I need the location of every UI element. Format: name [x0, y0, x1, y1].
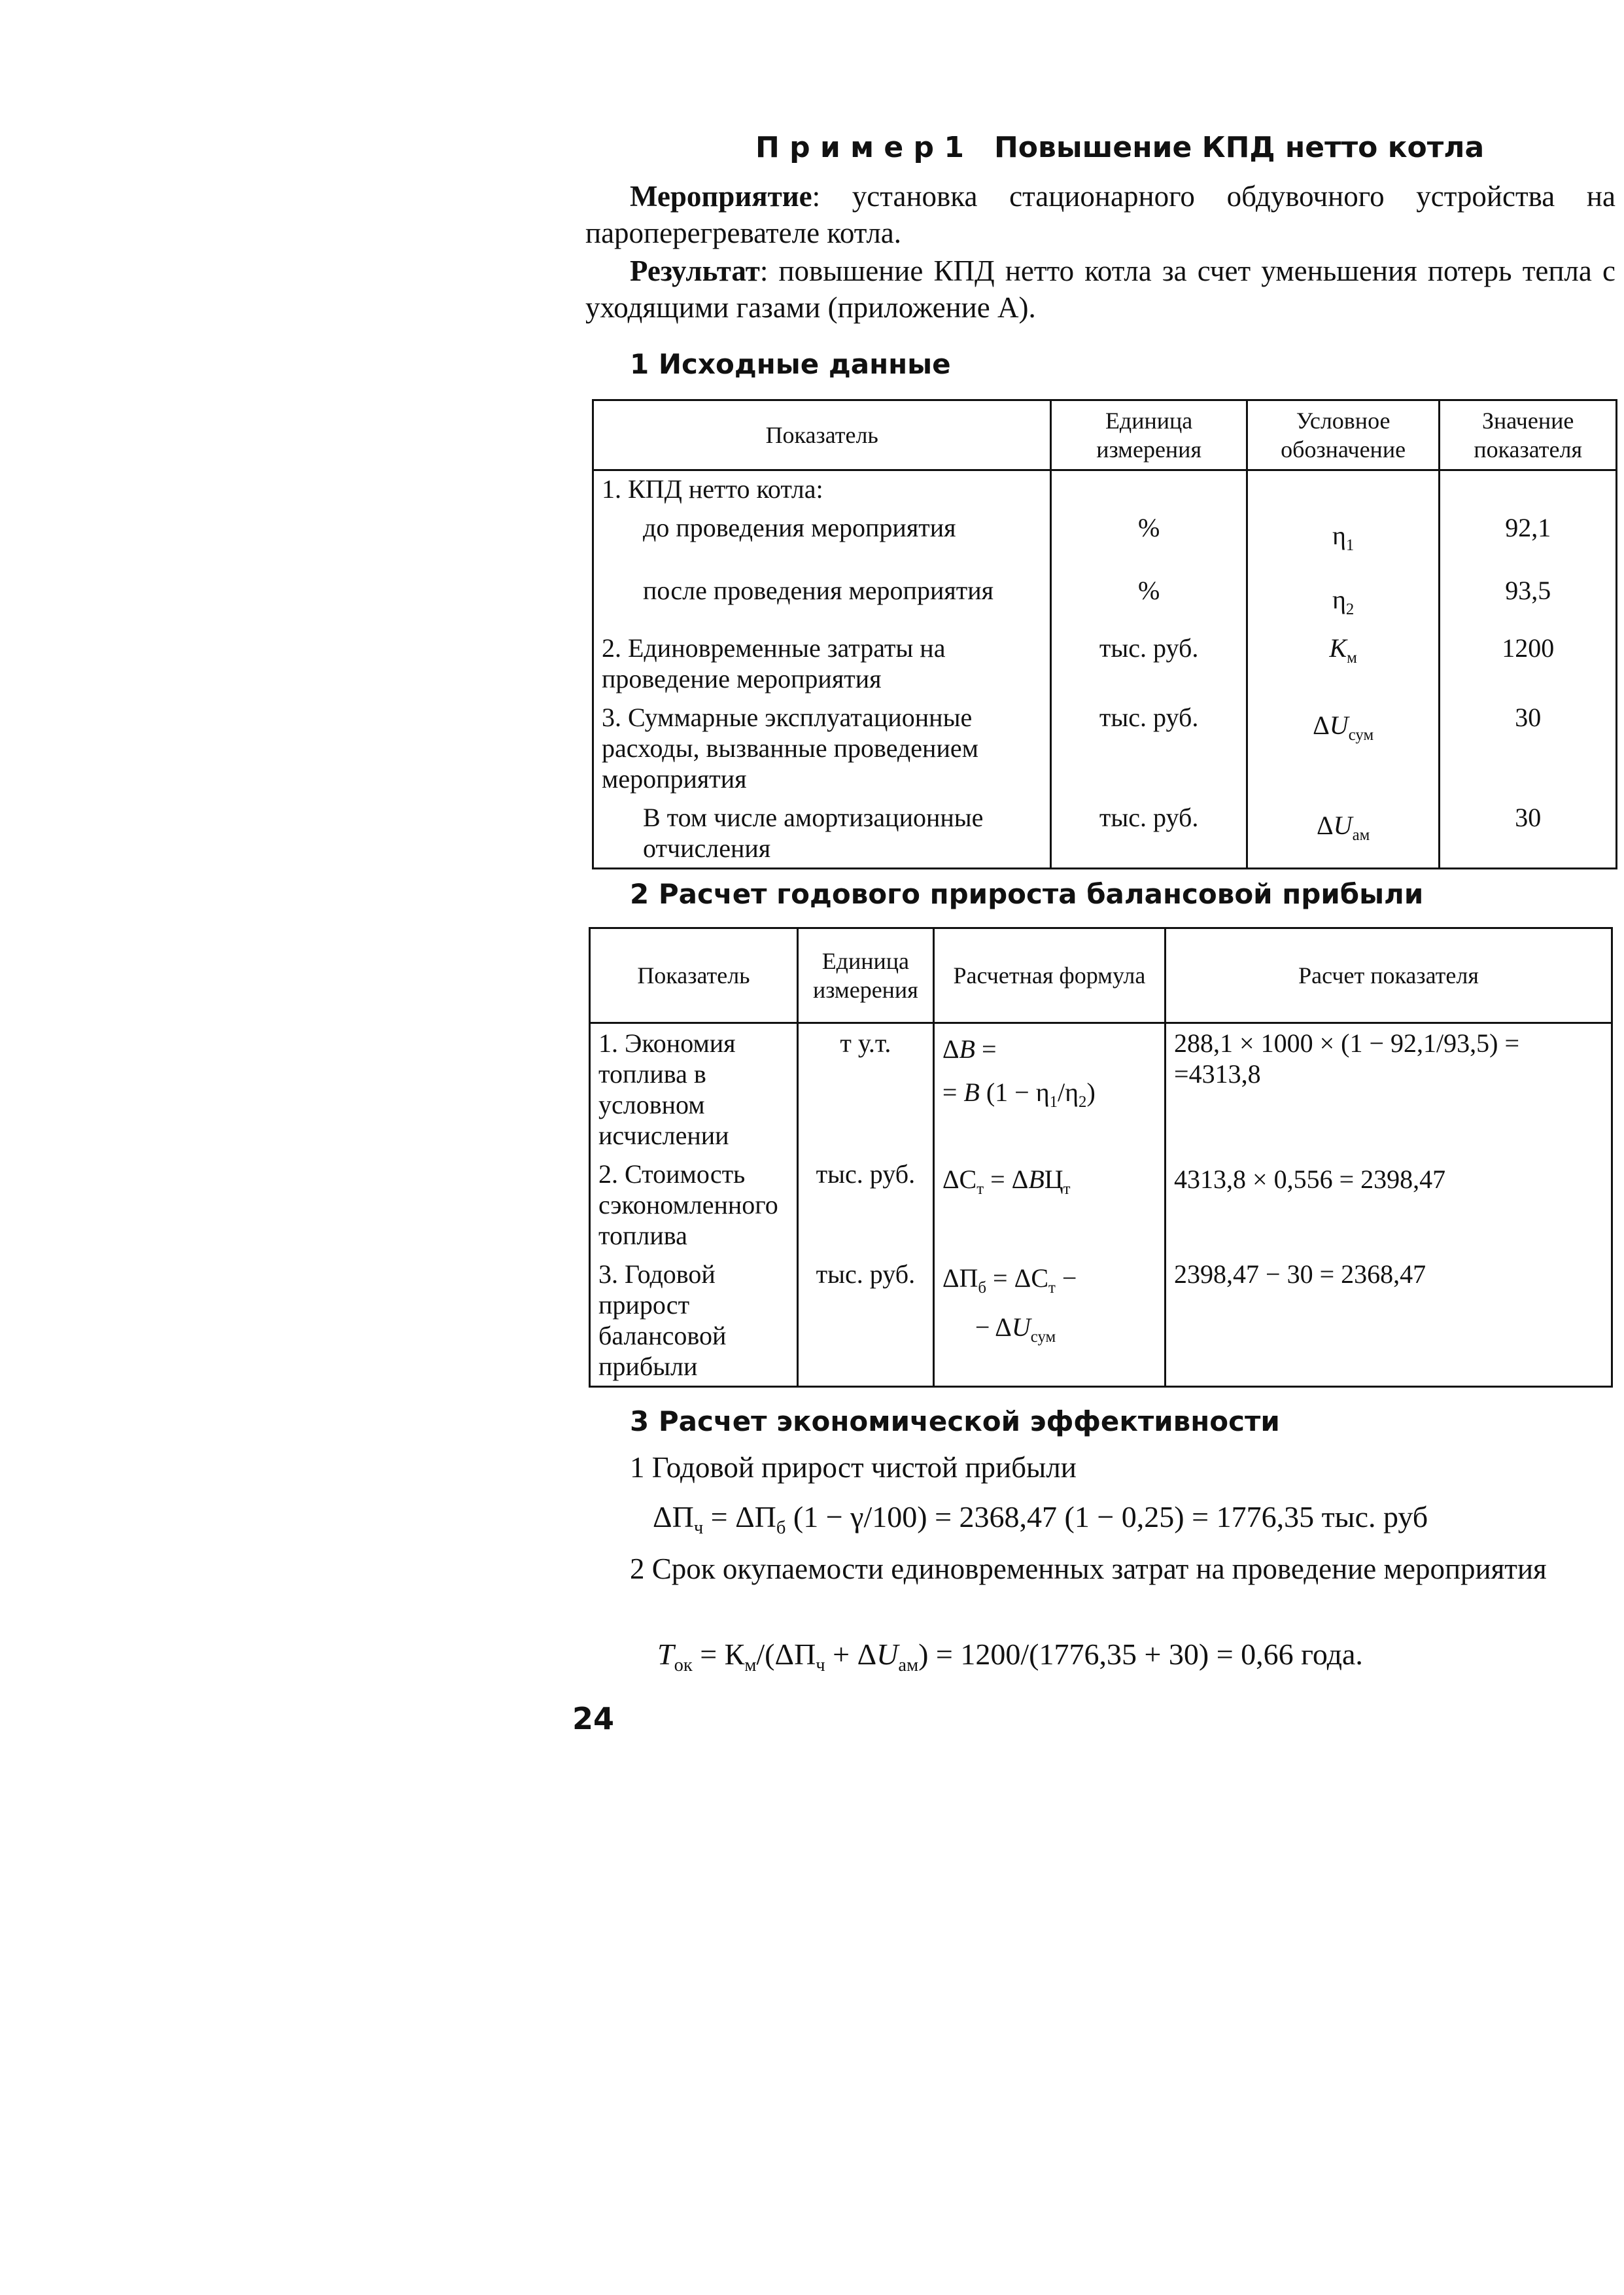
header-calc: Расчет показателя	[1166, 928, 1612, 1023]
row-value: 30	[1440, 698, 1617, 798]
row-unit: тыс. руб.	[1051, 698, 1247, 798]
row-formula	[933, 1255, 1165, 1387]
header-indicator: Показатель	[593, 400, 1051, 470]
row-name: 2. Единовременные затраты на проведение мероприятия	[593, 629, 1051, 698]
row-unit: тыс. руб.	[1051, 629, 1247, 698]
result-label: Результат	[630, 254, 760, 287]
measure-paragraph	[585, 178, 1615, 251]
row-unit: %	[1051, 565, 1247, 629]
profit-table	[589, 927, 1613, 1388]
header-indicator: Показатель	[590, 928, 798, 1023]
formula-payback: $T_{ок} = К_м/(\Delta П_ч + \Delta U_{ам}) = 1200/(1776,35 + 30) = 0,66$ года.	[657, 1638, 1363, 1676]
row-symbol: $\eta_1$	[1247, 508, 1440, 565]
formula-line-2: − $\Delta U_{сум}$	[975, 1312, 1056, 1346]
row-formula	[933, 1023, 1165, 1155]
row-name: 2. Стоимость сэкономленного топлива	[590, 1155, 798, 1255]
row-formula: $\Delta C_т = \Delta BЦ_т$	[933, 1155, 1165, 1255]
result-text: : повышение КПД нетто котла за счет уменьшения потерь тепла с уходящими газами (приложение А).	[585, 254, 1615, 324]
row-name: 3. Годовой прирост балансовой прибыли	[590, 1255, 798, 1387]
section3-heading: 3 Расчет экономической эффективности	[630, 1405, 1280, 1437]
table-row	[593, 565, 1617, 629]
example-title-text: Повышение КПД нетто котла	[993, 131, 1485, 164]
measure-label: Мероприятие	[630, 180, 812, 213]
row-value: 30	[1440, 798, 1617, 869]
result-paragraph	[585, 253, 1615, 326]
row-calc: 2398,47 − 30 = 2368,47	[1166, 1255, 1612, 1387]
row-name: 1. Экономия топлива в условном исчислении	[590, 1023, 798, 1155]
row-symbol: $\Delta U_{ам}$	[1247, 798, 1440, 869]
row-name: до проведения мероприятия	[593, 508, 1051, 565]
row-symbol: $\eta_2$	[1247, 565, 1440, 629]
item2-text: 2 Срок окупаемости единовременных затрат на проведение мероприятия	[630, 1552, 1547, 1585]
table-row	[590, 1023, 1612, 1155]
formula-net-profit: $\Delta П_ч = \Delta П_б$ (1 − γ/100) = 2368,47 (1 − 0,25) = 1776,35 тыс. руб	[653, 1500, 1428, 1539]
header-unit: Единица измерения	[797, 928, 933, 1023]
row-unit: тыс. руб.	[797, 1155, 933, 1255]
example-title	[755, 131, 1484, 164]
formula-line-2: = B $(1 - \eta_1/\eta_2)$	[942, 1077, 1096, 1111]
row-unit: тыс. руб.	[797, 1255, 933, 1387]
table-row	[590, 1155, 1612, 1255]
table-header-row	[590, 928, 1612, 1023]
row-value: 92,1	[1440, 508, 1617, 565]
row-value: 93,5	[1440, 565, 1617, 629]
row-symbol: $K_м$	[1247, 629, 1440, 698]
table-header-row	[593, 400, 1617, 470]
item1-text: 1 Годовой прирост чистой прибыли	[630, 1451, 1077, 1484]
page-number: 24	[572, 1701, 615, 1736]
group-label: 1. КПД нетто котла:	[593, 470, 1051, 509]
row-unit: т у.т.	[797, 1023, 933, 1155]
row-calc: 288,1 × 1000 × (1 − 92,1/93,5) = =4313,8	[1166, 1023, 1612, 1155]
formula-line-1: $\Delta П_б = \Delta C_т$ −	[942, 1263, 1077, 1297]
table-row	[593, 798, 1617, 869]
table-row	[590, 1255, 1612, 1387]
section2-heading: 2 Расчет годового прироста балансовой прибыли	[630, 878, 1424, 910]
header-symbol: Условное обозначение	[1247, 400, 1440, 470]
header-value: Значение показателя	[1440, 400, 1617, 470]
row-value: 1200	[1440, 629, 1617, 698]
row-unit: %	[1051, 508, 1247, 565]
section1-heading: 1 Исходные данные	[630, 348, 951, 380]
formula-line-1: ΔB =	[942, 1034, 997, 1064]
measure-text: : установка стационарного обдувочного устройства на пароперегревателе котла.	[585, 180, 1615, 249]
initial-data-table	[592, 399, 1617, 869]
table-row	[593, 698, 1617, 798]
row-calc: 4313,8 × 0,556 = 2398,47	[1166, 1155, 1612, 1255]
row-name: В том числе амортизационные отчисления	[593, 798, 1051, 869]
row-unit: тыс. руб.	[1051, 798, 1247, 869]
header-unit: Единица измерения	[1051, 400, 1247, 470]
row-name: 3. Суммарные эксплуатационные расходы, вызванные проведением мероприятия	[593, 698, 1051, 798]
example-prefix: П р и м е р 1	[755, 131, 964, 164]
table-row	[593, 508, 1617, 565]
row-name: после проведения мероприятия	[593, 565, 1051, 629]
table-row	[593, 470, 1617, 509]
row-symbol: $\Delta U_{сум}$	[1247, 698, 1440, 798]
table-row	[593, 629, 1617, 698]
header-formula: Расчетная формула	[933, 928, 1165, 1023]
